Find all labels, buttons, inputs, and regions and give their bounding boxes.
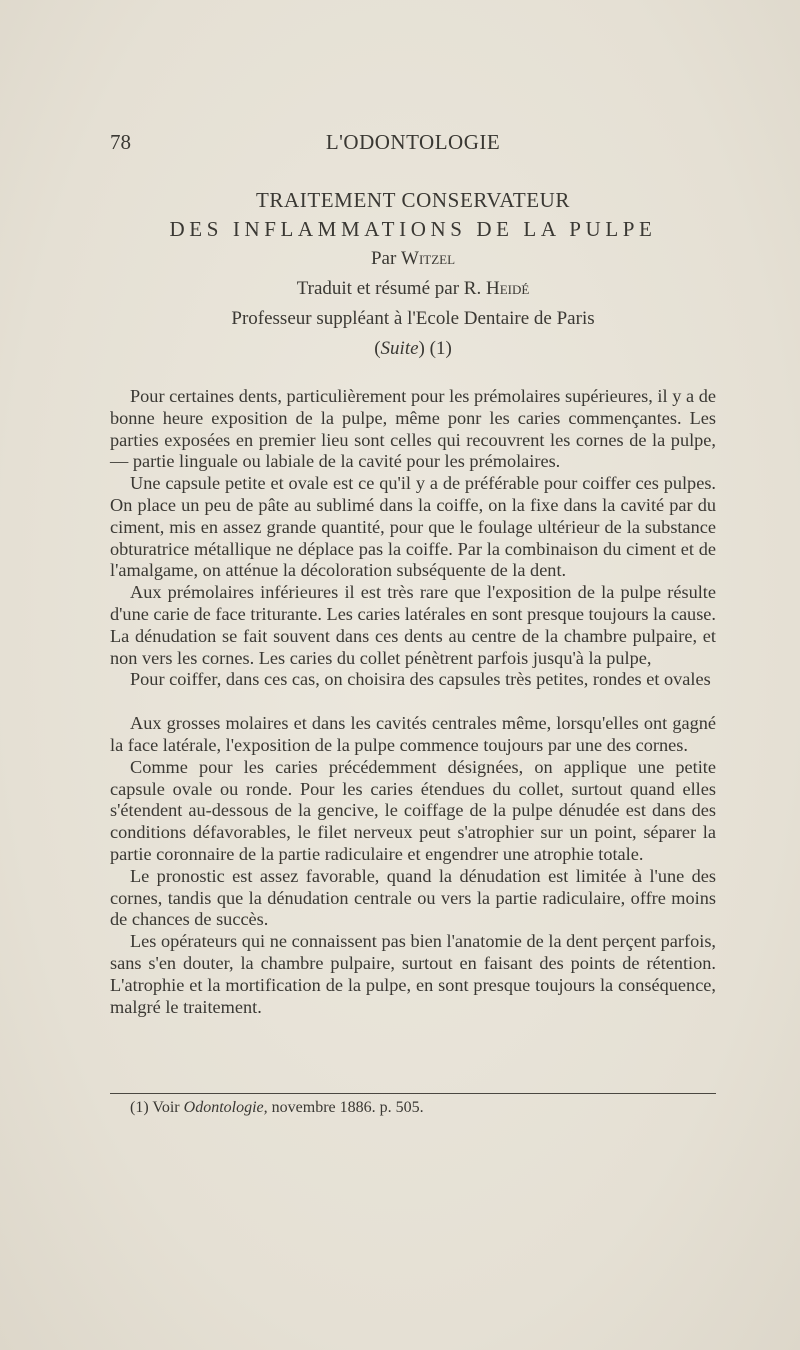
translator-name: Heidé xyxy=(485,278,530,299)
article-title-line-2: DES INFLAMMATIONS DE LA PULPE xyxy=(169,217,657,241)
paragraph: Comme pour les caries précédemment désignées, on applique une petite capsule ovale ou ronde. Pour les caries étendues du collet, surtout quand elles s'étendent au-dessous de la gencive, le coiffage de la pulpe dénudée est dans des conditions défavorables, le filet nerveux peut s'atrophier sur un point, séparer la partie coronnaire de la partie radiculaire et engendrer une atrophie totale. xyxy=(110,756,716,864)
byline-prefix: Par xyxy=(370,248,397,269)
paragraph: Pour certaines dents, particulièrement pour les prémolaires supérieures, il y a de bonne heure exposition de la pulpe, même ponr les caries commençantes. Les parties exposées en premier lieu sont celles qui recouvrent les cornes de la pulpe,— partie linguale ou labiale de la cavité pour les prémolaires. xyxy=(110,386,716,472)
footnote-journal: Odontologie, xyxy=(183,1099,268,1116)
paragraph: Aux grosses molaires et dans les cavités centrales même, lorsqu'elles ont gagné la face latérale, l'exposition de la pulpe commence toujours par une des cornes. xyxy=(110,713,716,755)
paragraph: Pour coiffer, dans ces cas, on choisira des capsules très petites, rondes et ovales xyxy=(130,669,711,690)
footnote-citation: novembre 1886. p. 505. xyxy=(271,1099,424,1116)
footnote-reference: (1) xyxy=(429,338,452,359)
translator-affiliation: Professeur suppléant à l'Ecole Dentaire de Paris xyxy=(231,308,595,329)
running-head xyxy=(110,130,716,160)
continuation-label: Suite xyxy=(380,338,419,359)
journal-title: L'ODONTOLOGIE xyxy=(325,130,501,154)
author-name: Witzel xyxy=(401,248,456,269)
page-number: 78 xyxy=(110,130,131,154)
paragraph: Une capsule petite et ovale est ce qu'il y a de préférable pour coiffer ces pulpes. On place un peu de pâte au sublimé dans la coiffe, on la fixe dans la cavité par du ciment, mis en assez grande quantité, pour que le foulage ultérieur de la substance obturatrice métallique ne déplace pas la coiffe. Par la combinaison du ciment et de l'amalgame, on atténue la décoloration subséquente de la dent. xyxy=(110,473,716,581)
footnote xyxy=(130,1098,710,1118)
article-title-line-1: TRAITEMENT CONSERVATEUR xyxy=(255,188,571,212)
paragraph: Le pronostic est assez favorable, quand la dénudation est limitée à l'une des cornes, tandis que la dénudation centrale ou vers la partie radiculaire, offre moins de chances de succès. xyxy=(110,865,716,930)
translator-line xyxy=(110,274,716,304)
article-body xyxy=(110,386,716,1018)
byline xyxy=(110,244,716,274)
continuation-line: (Suite) (1) xyxy=(374,338,452,359)
paragraph: Aux prémolaires inférieures il est très rare que l'exposition de la pulpe résulte d'une carie de face triturante. Les caries latérales en sont presque toujours la cause. La dénudation se fait souvent dans ces dents au centre de la chambre pulpaire, et non vers les cornes. Les caries du collet pénètrent parfois jusqu'à la pulpe, xyxy=(110,582,716,668)
footnote-marker: (1) Voir xyxy=(130,1099,180,1116)
footnote-divider xyxy=(110,1093,716,1094)
paragraph: Les opérateurs qui ne connaissent pas bien l'anatomie de la dent perçent parfois, sans s'en douter, la chambre pulpaire, surtout en faisant des points de rétention. L'atrophie et la mortification de la pulpe, en sont presque toujours la conséquence, malgré le traitement. xyxy=(110,931,716,1017)
translator-prefix: Traduit et résumé par R. xyxy=(296,278,482,299)
article-title-block xyxy=(110,186,716,364)
